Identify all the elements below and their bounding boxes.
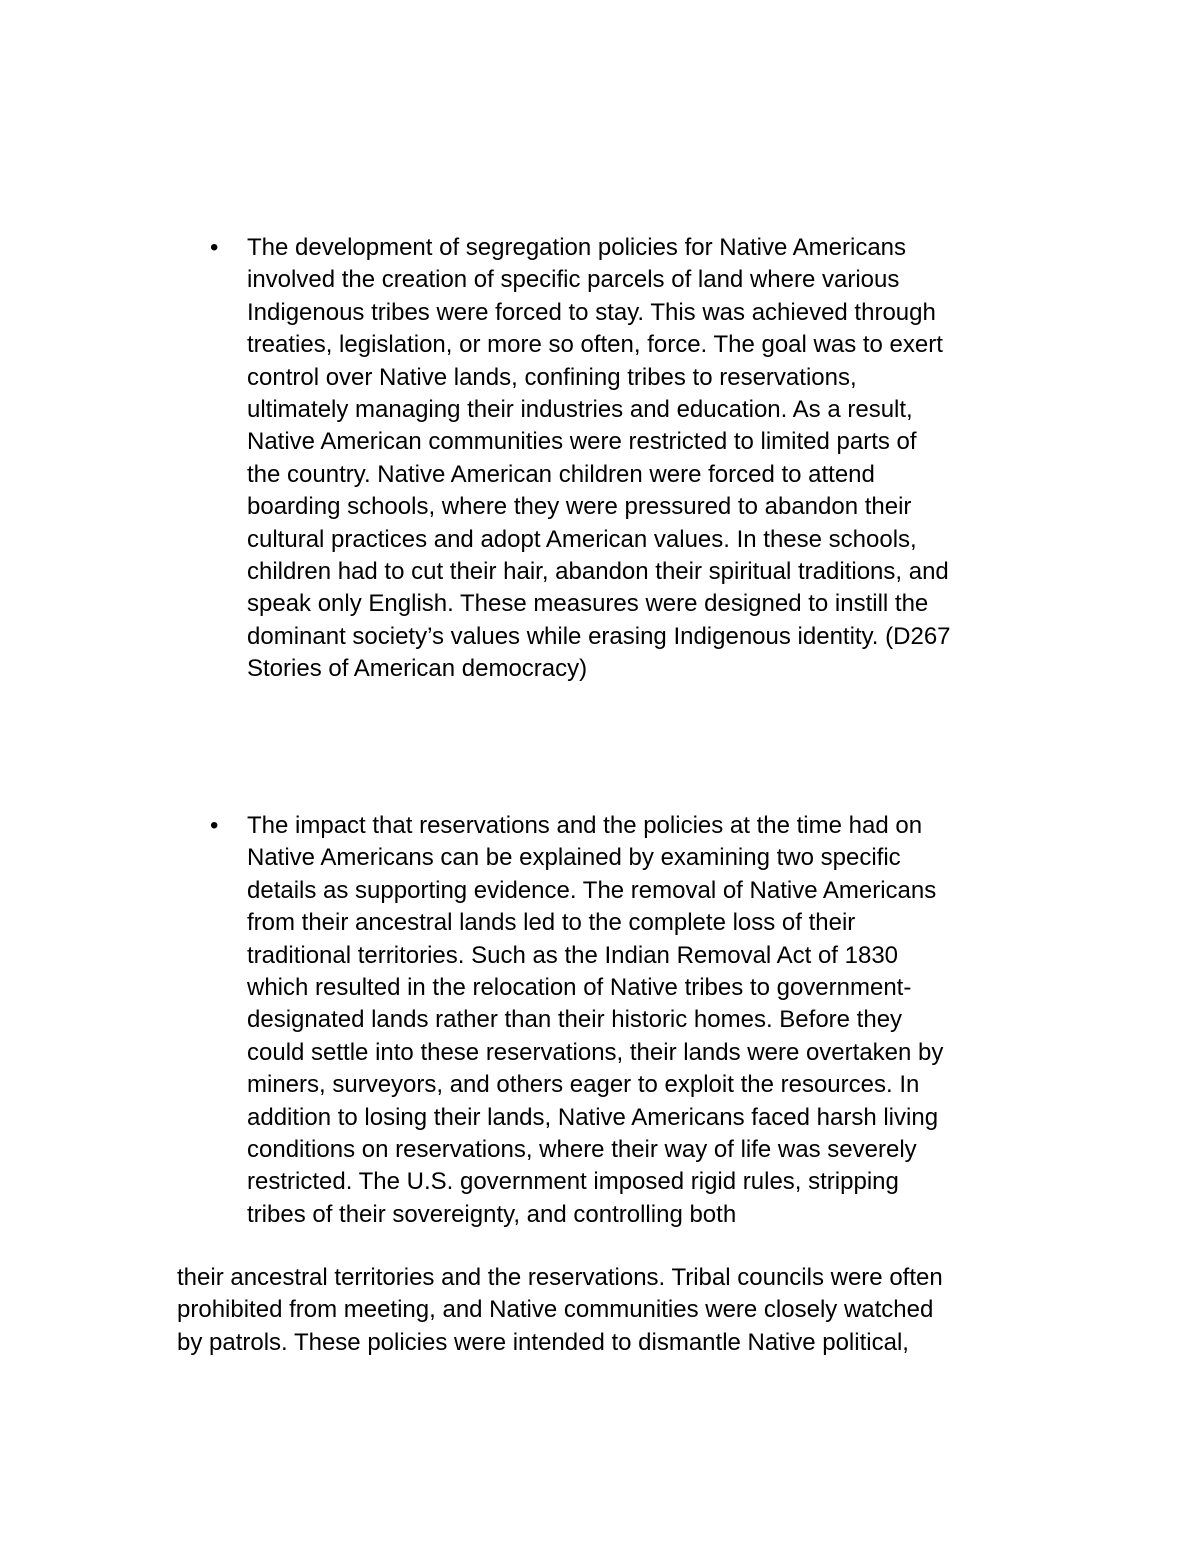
paragraph-line: which resulted in the relocation of Native tribes to government- xyxy=(247,974,912,1002)
paragraph-line: conditions on reservations, where their way of life was severely xyxy=(247,1136,917,1164)
paragraph-line: treaties, legislation, or more so often, force. The goal was to exert xyxy=(247,331,943,359)
paragraph-line: Native American communities were restricted to limited parts of xyxy=(247,428,917,456)
bullet-item-reservation-impact xyxy=(210,810,1067,1231)
paragraph-line: Native Americans can be explained by examining two specific xyxy=(247,844,901,872)
paragraph-line: involved the creation of specific parcels of land where various xyxy=(247,266,900,294)
paragraph-line: traditional territories. Such as the Indian Removal Act of 1830 xyxy=(247,941,899,969)
paragraph-line: boarding schools, where they were pressured to abandon their xyxy=(247,493,912,521)
paragraph-line: control over Native lands, confining tribes to reservations, xyxy=(247,363,857,391)
paragraph-line: the country. Native American children were forced to attend xyxy=(247,460,875,488)
paragraph-line: details as supporting evidence. The removal of Native Americans xyxy=(247,876,937,904)
paragraph-line: cultural practices and adopt American values. In these schools, xyxy=(247,525,917,553)
paragraph-line: dominant society’s values while erasing Indigenous identity. (D267 xyxy=(247,622,951,650)
paragraph-line: tribes of their sovereignty, and controlling both xyxy=(247,1200,737,1228)
paragraph-line: addition to losing their lands, Native Americans faced harsh living xyxy=(247,1103,939,1131)
paragraph-line: Indigenous tribes were forced to stay. This was achieved through xyxy=(247,298,936,326)
paragraph-line: Stories of American democracy) xyxy=(247,655,588,683)
paragraph-line: their ancestral territories and the reservations. Tribal councils were often xyxy=(177,1264,943,1291)
paragraph-line: ultimately managing their industries and education. As a result, xyxy=(247,396,913,424)
paragraph-line: The impact that reservations and the policies at the time had on xyxy=(247,812,923,839)
paragraph-line: The development of segregation policies for Native Americans xyxy=(247,234,907,261)
paragraph-line: restricted. The U.S. government imposed rigid rules, stripping xyxy=(247,1168,899,1196)
paragraph-line: miners, surveyors, and others eager to exploit the resources. In xyxy=(247,1071,920,1099)
bullet-item-segregation-policies xyxy=(210,232,1067,686)
continuation-paragraph xyxy=(177,1262,1077,1359)
paragraph-line: could settle into these reservations, their lands were overtaken by xyxy=(247,1038,944,1066)
paragraph-line: prohibited from meeting, and Native communities were closely watched xyxy=(177,1296,934,1324)
paragraph-line: by patrols. These policies were intended to dismantle Native political, xyxy=(177,1328,909,1356)
paragraph-line: children had to cut their hair, abandon their spiritual traditions, and xyxy=(247,558,949,586)
bullet-marker: • xyxy=(210,234,219,261)
paragraph-line: from their ancestral lands led to the complete loss of their xyxy=(247,909,856,937)
paragraph-line: designated lands rather than their historic homes. Before they xyxy=(247,1006,903,1034)
paragraph-line: speak only English. These measures were designed to instill the xyxy=(247,590,929,618)
bullet-marker: • xyxy=(210,812,219,839)
